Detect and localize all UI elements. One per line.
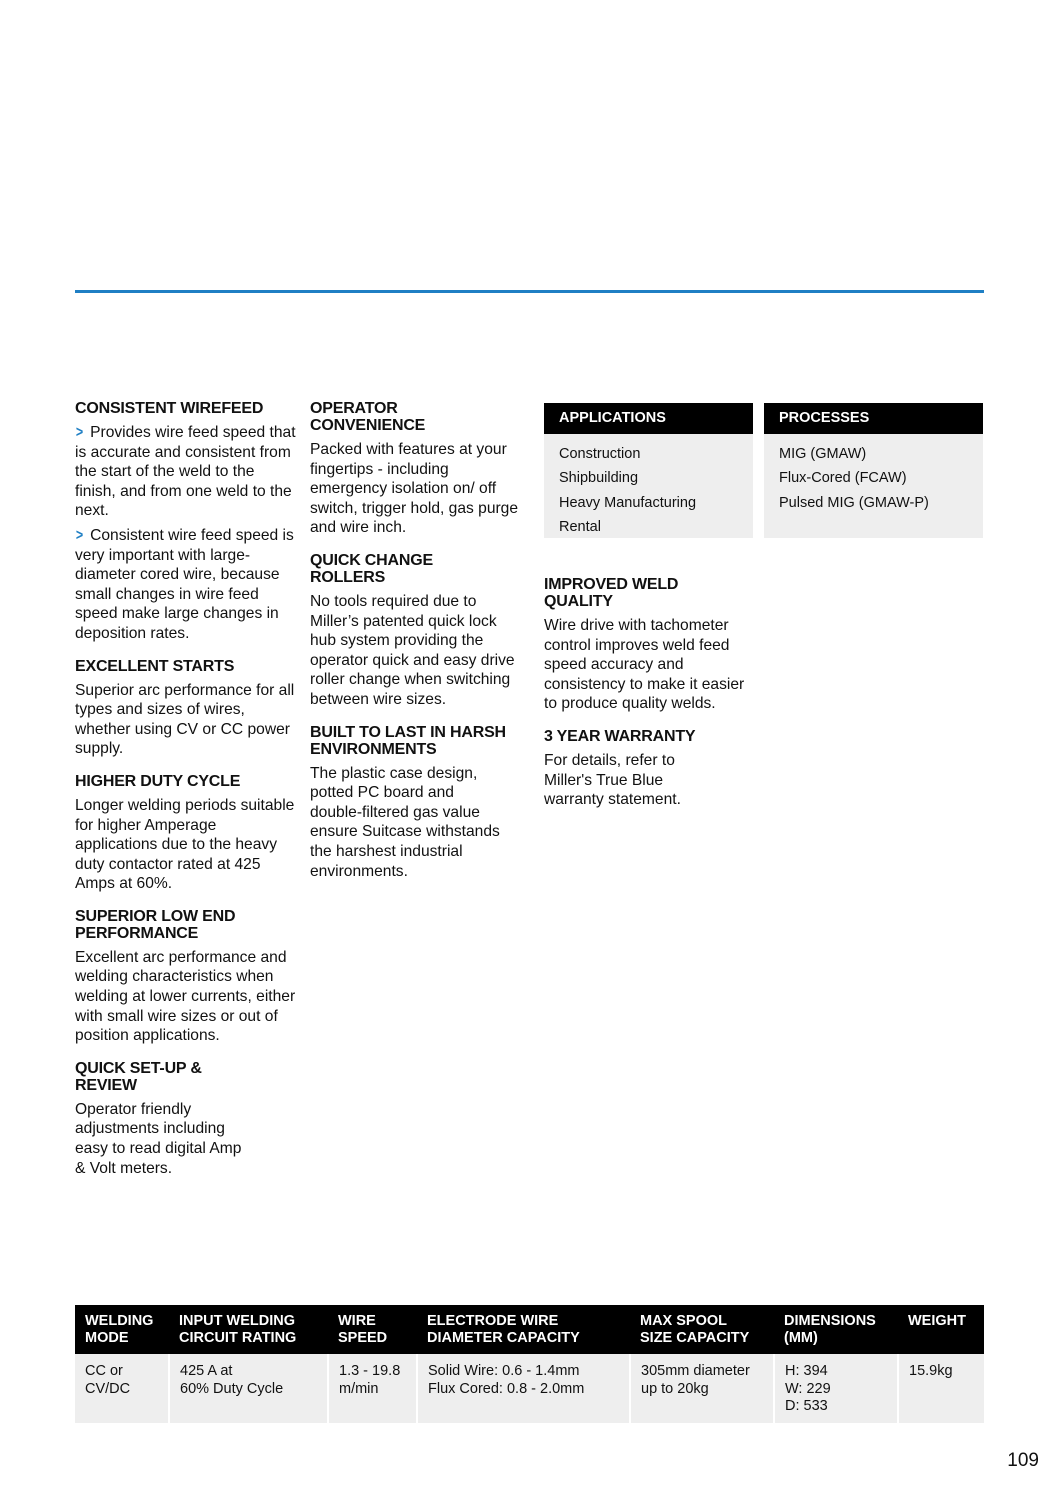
cell-welding-mode: CC or CV/DC: [75, 1354, 169, 1423]
specifications-table: [75, 1305, 984, 1423]
list-item: MIG (GMAW): [779, 446, 867, 462]
text-quick-setup: Operator friendly adjustments including easy to read digital Amp & Volt meters.: [75, 1100, 242, 1177]
features-column-3: [544, 576, 749, 824]
text-excellent-starts: Superior arc performance for all types and sizes of wires, whether using CV or CC power supply.: [75, 681, 295, 758]
cell-dimensions: H: 394 W: 229 D: 533: [774, 1354, 898, 1423]
list-item: Heavy Manufacturing: [559, 494, 697, 511]
heading-built-to-last: BUILT TO LAST IN HARSH ENVIRONMENTS: [310, 723, 506, 758]
cell-wire-speed: 1.3 - 19.8 m/min: [328, 1354, 417, 1423]
processes-panel: [764, 403, 983, 538]
cell-input-rating: 425 A at 60% Duty Cycle: [169, 1354, 328, 1423]
heading-higher-duty-cycle: HIGHER DUTY CYCLE: [75, 772, 241, 790]
processes-list: [764, 434, 983, 515]
header-input-rating: INPUT WELDING CIRCUIT RATING: [169, 1305, 328, 1354]
bullet-wirefeed-2: > Consistent wire feed speed is very important with large-diameter cored wire, because small changes in wire feed speed make large changes in deposition rates.: [75, 526, 294, 642]
table-row: [75, 1354, 984, 1423]
list-item: Pulsed MIG (GMAW-P): [779, 494, 929, 511]
text-warranty: For details, refer to Miller's True Blue warranty statement.: [544, 751, 681, 809]
heading-excellent-starts: EXCELLENT STARTS: [75, 657, 235, 675]
cell-electrode-wire: Solid Wire: 0.6 - 1.4mm Flux Cored: 0.8 - 2.0mm: [417, 1354, 630, 1423]
heading-warranty: 3 YEAR WARRANTY: [544, 727, 696, 745]
chevron-right-icon: >: [75, 424, 84, 441]
applications-panel: [544, 403, 753, 538]
header-max-spool: MAX SPOOL SIZE CAPACITY: [630, 1305, 774, 1354]
heading-quick-setup: QUICK SET-UP & REVIEW: [75, 1059, 202, 1094]
header-weight: WEIGHT: [898, 1305, 984, 1354]
header-electrode-wire: ELECTRODE WIRE DIAMETER CAPACITY: [417, 1305, 630, 1354]
text-superior-low-end: Excellent arc performance and welding characteristics when welding at lower currents, either with small wire sizes or out of position applications.: [75, 948, 296, 1045]
cell-max-spool: 305mm diameter up to 20kg: [630, 1354, 774, 1423]
list-item: Flux-Cored (FCAW): [779, 470, 907, 487]
text-higher-duty-cycle: Longer welding periods suitable for higher Amperage applications due to the heavy duty contactor rated at 425 Amps at 60%.: [75, 796, 295, 893]
list-item: Rental: [559, 519, 601, 536]
heading-improved-weld-quality: IMPROVED WELD QUALITY: [544, 576, 679, 610]
heading-consistent-wirefeed: CONSISTENT WIREFEED: [75, 400, 264, 417]
table-header-row: [75, 1305, 984, 1354]
features-column-1: [75, 400, 297, 1192]
page-number: 109: [1007, 1450, 1039, 1471]
applications-header: APPLICATIONS: [544, 403, 753, 434]
header-welding-mode: WELDING MODE: [75, 1305, 169, 1354]
text-improved-weld-quality: Wire drive with tachometer control improves weld feed speed accuracy and consistency to make it easier to produce quality welds.: [544, 617, 745, 713]
heading-quick-change-rollers: QUICK CHANGE ROLLERS: [310, 551, 433, 586]
list-item: Shipbuilding: [559, 470, 639, 487]
applications-list: [544, 434, 753, 540]
heading-operator-convenience: OPERATOR CONVENIENCE: [310, 400, 426, 434]
text-quick-change-rollers: No tools required due to Miller’s patented quick lock hub system providing the operator quick and easy drive roller change when switching between wire sizes.: [310, 592, 515, 708]
cell-weight: 15.9kg: [898, 1354, 984, 1423]
chevron-right-icon: >: [75, 526, 84, 544]
features-column-2: [310, 400, 522, 895]
header-wire-speed: WIRE SPEED: [328, 1305, 417, 1354]
bullet-wirefeed-1: > Provides wire feed speed that is accurate and consistent from the start of the weld to the finish, and from one weld to the next.: [75, 424, 296, 520]
list-item: Construction: [559, 446, 641, 462]
header-dimensions: DIMENSIONS (MM): [774, 1305, 898, 1354]
processes-header: PROCESSES: [764, 403, 983, 434]
top-divider-rule: [75, 290, 984, 293]
text-operator-convenience: Packed with features at your fingertips - including emergency isolation on/ off switch, trigger hold, gas purge and wire inch.: [310, 441, 519, 537]
text-built-to-last: The plastic case design, potted PC board and double-filtered gas value ensure Suitcase withstands the harshest industrial environments.: [310, 764, 500, 880]
heading-superior-low-end: SUPERIOR LOW END PERFORMANCE: [75, 907, 236, 942]
